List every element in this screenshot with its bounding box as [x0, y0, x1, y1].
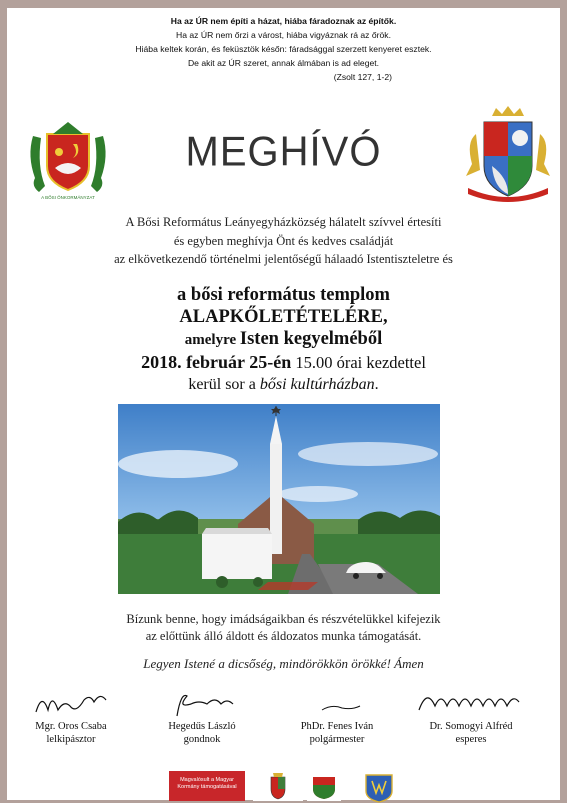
quote-line-1: Ha az ÚR nem építi a házat, hiába fáradoznak az építők. [170, 16, 397, 26]
handwritten-signature-4 [411, 690, 531, 720]
bible-quote [7, 14, 560, 84]
handwritten-signature-2 [157, 690, 247, 720]
announcement-venue-line: kerül sor a bősi kultúrházban. [188, 376, 379, 393]
event-date: 2018. február 25-én [141, 352, 292, 372]
church-rendering-image [118, 404, 440, 594]
quote-reference: (Zsolt 127, 1-2) [333, 72, 392, 82]
government-support-logo [169, 771, 245, 801]
announcement-line-2: ALAPKŐLETÉTELÉRE, [179, 307, 388, 327]
announcement-line-1: a bősi református templom [177, 285, 390, 305]
quote-line-4: De akit az ÚR szeret, annak álmában is ad eleget. [187, 58, 380, 68]
quote-line-2: Ha az ÚR nem őrzi a várost, hiába vigyáznak rá az őrök. [176, 30, 391, 40]
sponsor-text: Magvalósult a Magyar Kormány támogatásával [177, 777, 237, 790]
signer-name: PhDr. Fenes Iván [300, 721, 374, 732]
closing-text [0, 611, 567, 645]
intro-line-1: A Bősi Református Leányegyházközség hálatelt szívvel értesíti [125, 215, 442, 229]
signature-pastor [11, 690, 131, 746]
intro-line-3: az elkövetkezendő történelmi jelentőségű hálaadó Istentiszteletre és [114, 252, 453, 266]
hungarian-coat-of-arms-icon [253, 771, 303, 801]
blessing: Legyen Istené a dicsőség, mindörökkön örökké! Ámen [143, 656, 424, 671]
signer-role: gondnok [183, 734, 221, 745]
handwritten-signature-3 [292, 690, 382, 720]
invitation-page [7, 8, 560, 800]
intro-line-2: és egyben meghívja Önt és kedves családját [173, 233, 394, 248]
crest-caption: A BŐSI ÖNKORMÁNYZAT [41, 195, 95, 200]
county-coat-of-arms-icon [462, 106, 554, 202]
page-title: MEGHÍVÓ [185, 128, 382, 176]
signer-role: lelkipásztor [46, 734, 96, 745]
signer-role: polgármester [309, 734, 365, 745]
intro-text [0, 213, 567, 269]
venue: bősi kultúrházban [259, 376, 375, 393]
announcement-line-3: amelyre Isten kegyelméből [184, 329, 383, 349]
municipal-crest-icon [362, 771, 396, 803]
main-announcement [0, 284, 567, 396]
signature-elder [142, 690, 262, 746]
fund-logo-icon [307, 771, 341, 801]
handwritten-signature-1 [26, 690, 116, 720]
announcement-date-line: 2018. február 25-én 15.00 órai kezdettel [141, 352, 426, 372]
signer-name: Hegedűs László [168, 721, 236, 732]
signer-name: Dr. Somogyi Alfréd [429, 721, 513, 732]
signer-name: Mgr. Oros Csaba [35, 721, 107, 732]
closing-line-2: az előttünk álló áldott és áldozatos munka támogatását. [145, 629, 422, 643]
closing-line-1: Bízunk benne, hogy imádságaikban és részvételükkel kifejezik [126, 612, 441, 626]
signer-role: esperes [455, 734, 487, 745]
quote-line-3: Hiába keltek korán, és feküsztök későn: fáradsággal szerzett kenyeret esztek. [135, 44, 432, 54]
signature-dean [411, 690, 531, 746]
signature-mayor [277, 690, 397, 746]
